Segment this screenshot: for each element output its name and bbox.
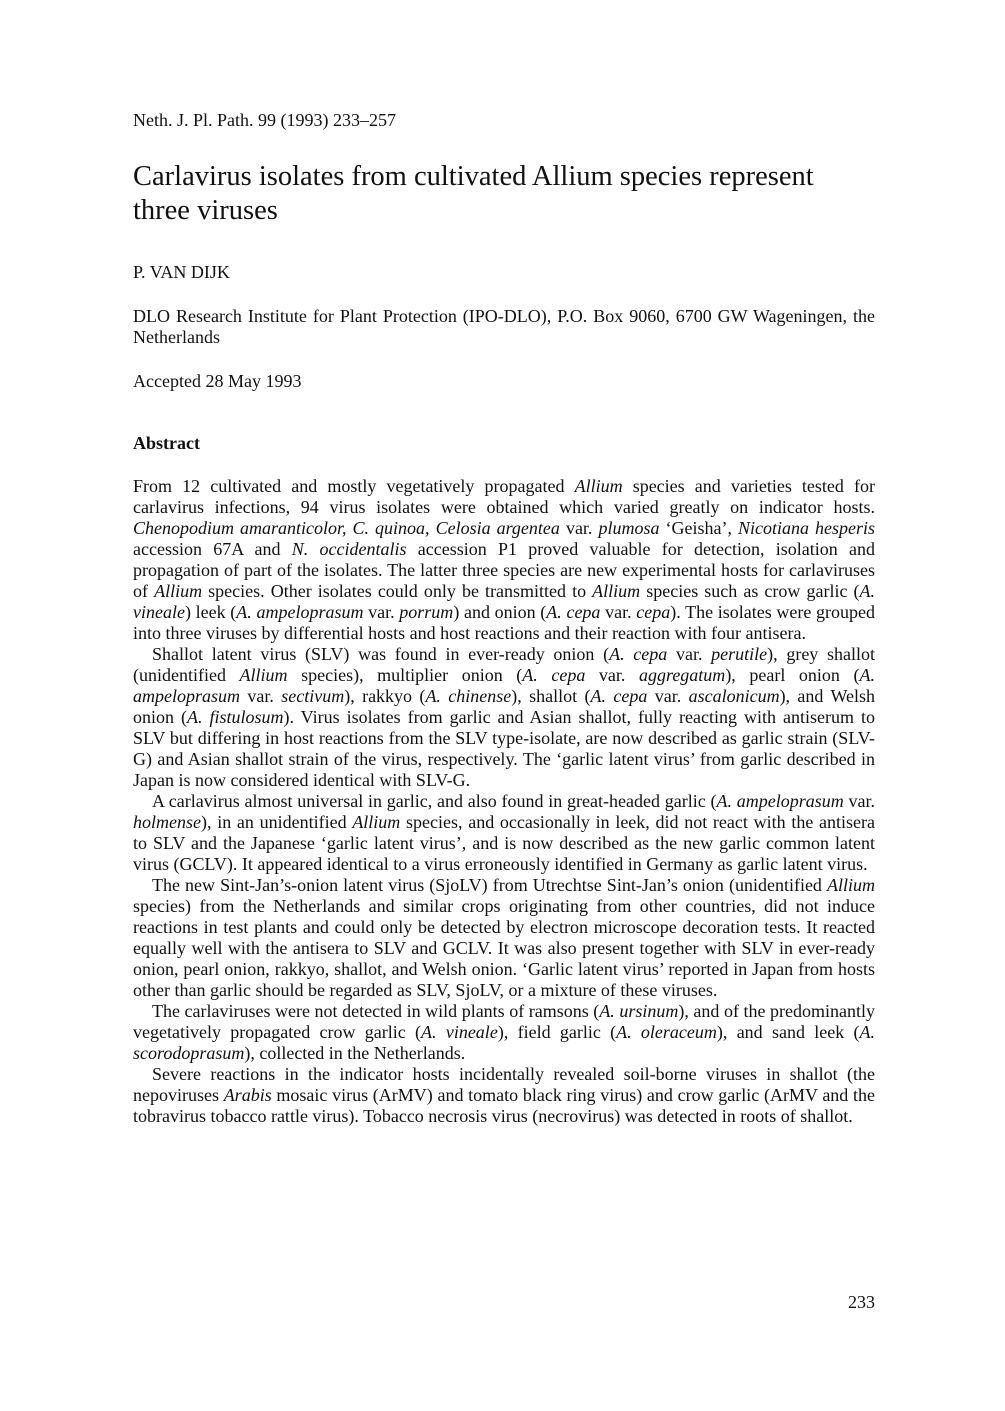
text-run: var.: [363, 602, 400, 622]
text-run: ) and onion (: [453, 602, 547, 622]
italic-text-run: A. scorodoprasum: [133, 1022, 876, 1063]
italic-text-run: A. ampeloprasum: [716, 791, 844, 811]
text-run: accession P1 proved valuable for detection, isolation and propagation of part of the isolates. The latter three species are new experimental hosts for carlaviruses of: [133, 539, 875, 601]
author-affiliation: DLO Research Institute for Plant Protection (IPO-DLO), P.O. Box 9060, 6700 GW Wageningen, the Netherlands: [133, 306, 875, 347]
italic-text-run: aggregatum: [638, 665, 726, 685]
text-run: var.: [240, 686, 282, 706]
text-run: Shallot latent virus (SLV) was found in ever-ready onion (: [152, 644, 610, 664]
abstract-paragraph: [133, 644, 875, 791]
text-run: species such as crow garlic (: [640, 581, 860, 601]
italic-text-run: Allium: [239, 665, 288, 685]
italic-text-run: A. cepa: [546, 602, 601, 622]
text-run: species, and occasionally in leek, did not react with the antisera to SLV and the Japanese ‘garlic latent virus’, and is now described as the new garlic common latent virus (GCLV). It appeared identical to a virus erroneously identified in Germany as garlic latent virus.: [133, 812, 875, 874]
text-run: mosaic virus (ArMV) and tomato black ring virus) and crow garlic (ArMV and the tobravirus tobacco rattle virus). Tobacco necrosis virus (necrovirus) was detected in roots of shallot.: [133, 1085, 876, 1126]
italic-text-run: N. occidentalis: [291, 539, 407, 559]
italic-text-run: A. fistulosum: [187, 707, 284, 727]
text-run: ), in an unidentified: [200, 812, 353, 832]
italic-text-run: A. cepa: [590, 686, 648, 706]
italic-text-run: A. ursinum: [599, 1001, 679, 1021]
abstract-paragraph: [133, 791, 875, 875]
italic-text-run: cepa: [636, 602, 671, 622]
italic-text-run: sectivum: [281, 686, 345, 706]
italic-text-run: A. vineale: [133, 581, 876, 622]
abstract-body: [133, 476, 875, 1127]
abstract-paragraph: [133, 1064, 875, 1127]
author-name: P. VAN DIJK: [133, 262, 230, 282]
text-run: The carlaviruses were not detected in wild plants of ramsons (: [152, 1001, 600, 1021]
text-run: var.: [647, 686, 689, 706]
italic-text-run: holmense: [133, 812, 201, 832]
italic-text-run: ascalonicum: [688, 686, 780, 706]
italic-text-run: plumosa: [598, 518, 660, 538]
abstract-heading: Abstract: [133, 433, 200, 453]
text-run: From 12 cultivated and mostly vegetatively propagated: [133, 476, 575, 496]
text-run: species), multiplier onion (: [287, 665, 523, 685]
text-run: ) leek (: [184, 602, 237, 622]
page-number: 233: [848, 1292, 875, 1312]
text-run: ), field garlic (: [497, 1022, 617, 1042]
text-run: species and varieties tested for carlavirus infections, 94 virus isolates were obtained which varied greatly on indicator hosts.: [133, 476, 875, 517]
text-run: accession 67A and: [133, 539, 292, 559]
text-run: species) from the Netherlands and similar crops originating from other countries, did not induce reactions in test plants and could only be detected by electron microscope decoration tests. It reacted equally well with the antisera to SLV and GCLV. It was also present together with SLV in ever-ready onion, pearl onion, rakkyo, shallot, and Welsh onion. ‘Garlic latent virus’ reported in Japan from hosts other than garlic should be regarded as SLV, SjoLV, or a mixture of these viruses.: [133, 896, 875, 1000]
italic-text-run: Allium: [592, 581, 641, 601]
text-run: A carlavirus almost universal in garlic, and also found in great-headed garlic (: [152, 791, 717, 811]
italic-text-run: perutile: [711, 644, 768, 664]
accepted-date: Accepted 28 May 1993: [133, 371, 302, 391]
text-run: ), rakkyo (: [344, 686, 426, 706]
text-run: var.: [667, 644, 712, 664]
text-run: Severe reactions in the indicator hosts incidentally revealed soil-borne viruses in shallot (the nepoviruses: [133, 1064, 875, 1105]
italic-text-run: Arabis: [223, 1085, 272, 1105]
italic-text-run: Nicotiana hesperis: [737, 518, 875, 538]
italic-text-run: Allium: [827, 875, 875, 895]
text-run: var.: [585, 665, 639, 685]
text-run: ), and Welsh onion (: [133, 686, 875, 727]
text-run: ), grey shallot (unidentified: [133, 644, 875, 685]
text-run: ). The isolates were grouped into three viruses by differential hosts and host reactions and their reaction with four antisera.: [133, 602, 876, 643]
text-run: ), and sand leek (: [716, 1022, 860, 1042]
abstract-paragraph: [133, 476, 875, 644]
text-run: ‘Geisha’,: [659, 518, 738, 538]
journal-citation: Neth. J. Pl. Path. 99 (1993) 233–257: [133, 110, 396, 130]
italic-text-run: A. ampeloprasum: [133, 665, 875, 706]
italic-text-run: A. oleraceum: [616, 1022, 717, 1042]
text-run: The new Sint-Jan’s-onion latent virus (SjoLV) from Utrechtse Sint-Jan’s onion (unidentified: [152, 875, 827, 895]
italic-text-run: A. chinense: [425, 686, 512, 706]
abstract-paragraph: [133, 1001, 875, 1064]
article-title: Carlavirus isolates from cultivated Allium species represent three viruses: [133, 161, 814, 226]
abstract-paragraph: [133, 875, 875, 1001]
text-run: ), and of the predominantly vegetatively propagated crow garlic (: [133, 1001, 875, 1042]
italic-text-run: Allium: [574, 476, 623, 496]
text-run: var.: [600, 602, 637, 622]
text-run: species. Other isolates could only be transmitted to: [202, 581, 593, 601]
text-run: var.: [559, 518, 599, 538]
text-run: ), collected in the Netherlands.: [244, 1043, 466, 1063]
italic-text-run: Allium: [352, 812, 401, 832]
text-run: ). Virus isolates from garlic and Asian shallot, fully reacting with antiserum to SLV but differing in host reactions from the SLV type-isolate, are now described as garlic strain (SLV-G) and Asian shallot strain of the virus, respectively. The ‘garlic latent virus’ from garlic described in Japan is now considered identical with SLV-G.: [133, 707, 875, 790]
text-run: var.: [843, 791, 875, 811]
text-run: ), shallot (: [511, 686, 591, 706]
italic-text-run: A. cepa: [522, 665, 586, 685]
italic-text-run: A. ampeloprasum: [236, 602, 364, 622]
italic-text-run: porrum: [399, 602, 454, 622]
italic-text-run: Chenopodium amaranticolor, C. quinoa, Celosia argentea: [133, 518, 560, 538]
italic-text-run: A. vineale: [421, 1022, 498, 1042]
italic-text-run: Allium: [154, 581, 203, 601]
italic-text-run: A. cepa: [609, 644, 668, 664]
text-run: ), pearl onion (: [725, 665, 860, 685]
